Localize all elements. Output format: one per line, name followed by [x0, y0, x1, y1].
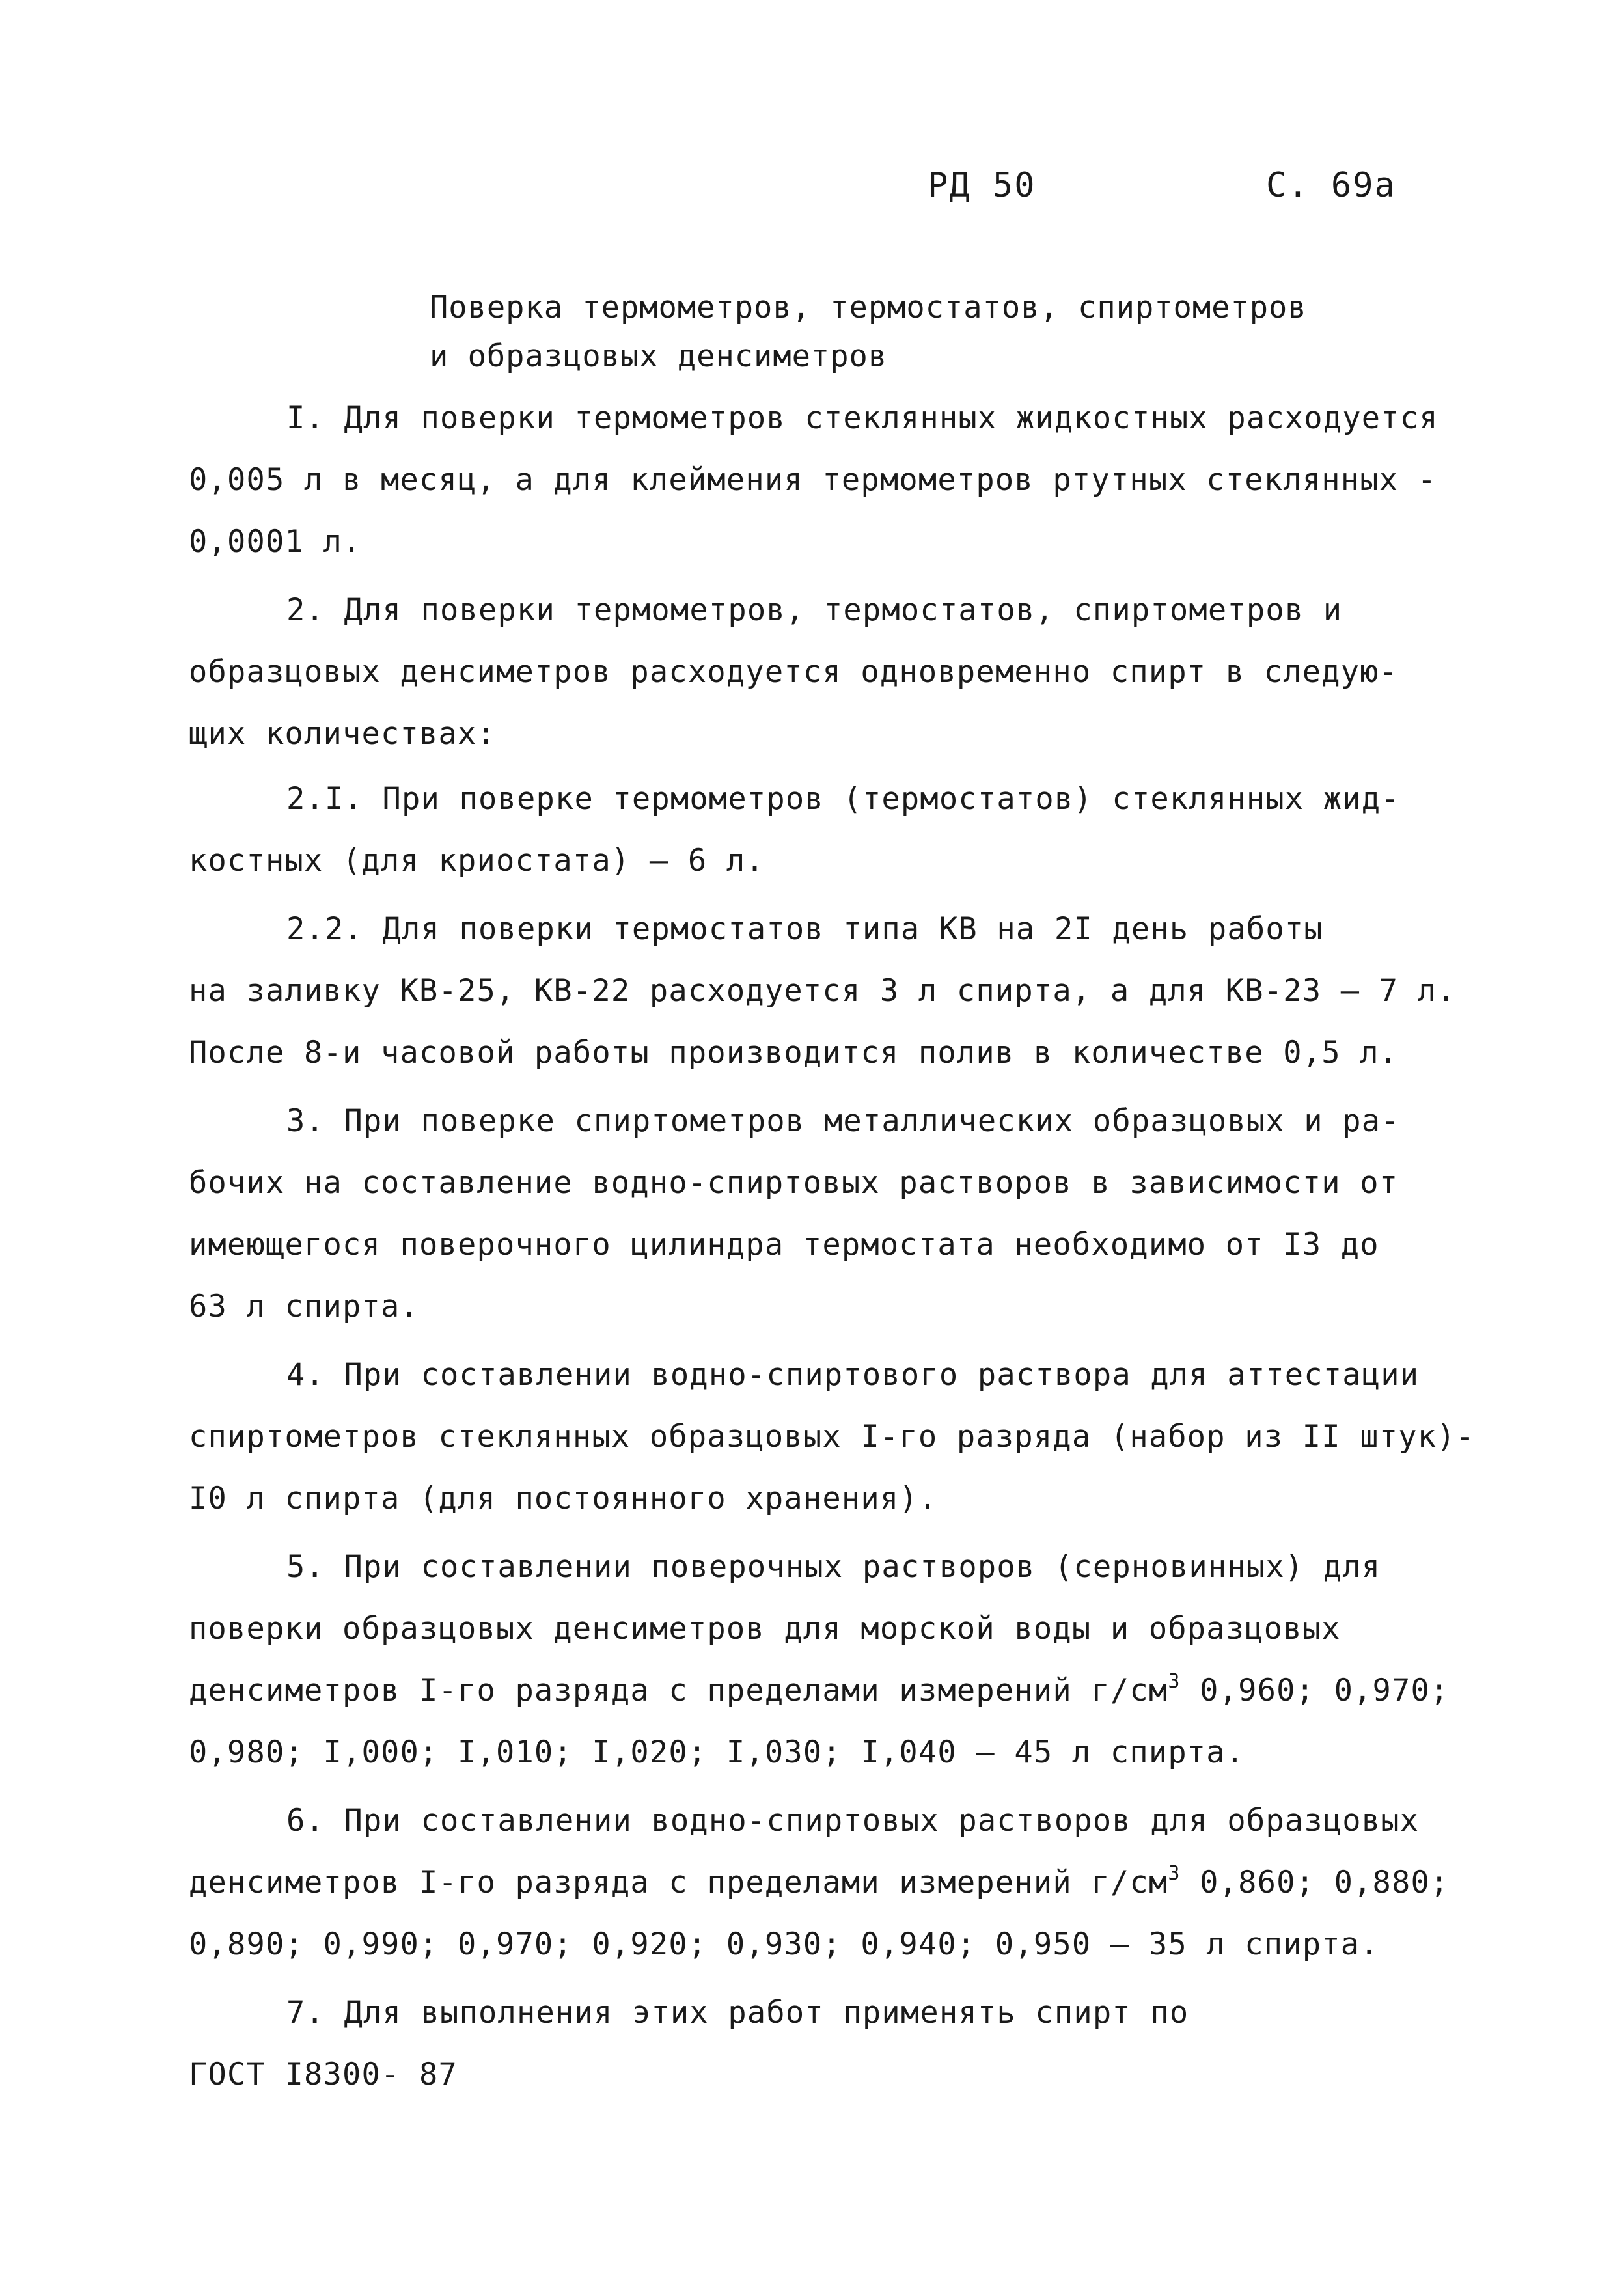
text-line: 63 л спирта. — [189, 1289, 419, 1324]
text-line-with-unit — [189, 1862, 1450, 1900]
text-line: 2.2. Для поверки термостатов типа КВ на 2I день работы — [286, 911, 1323, 947]
text-line: 0,980; I,000; I,010; I,020; I,030; I,040 – 45 л спирта. — [189, 1734, 1245, 1770]
text-line-with-unit — [189, 1670, 1450, 1708]
superscript-exponent: 3 — [1168, 1862, 1181, 1885]
text-line: 0,005 л в месяц, а для клеймения термометров ртутных стеклянных - — [189, 462, 1437, 498]
text-segment: 0,860; 0,880; — [1180, 1865, 1450, 1900]
text-line: 2. Для поверки термометров, термостатов, спиртометров и — [286, 592, 1343, 628]
text-line: I. Для поверки термометров стеклянных жидкостных расходуется — [286, 400, 1438, 436]
page-number: С. 69а — [1266, 166, 1396, 205]
text-segment: денсиметров I-го разряда с пределами измерений г/см — [189, 1673, 1168, 1708]
text-line: на заливку КВ-25, КВ-22 расходуется 3 л спирта, а для КВ-23 – 7 л. — [189, 973, 1456, 1009]
section-title-line-1: Поверка термометров, термостатов, спиртометров — [430, 290, 1307, 325]
text-line: 4. При составлении водно-спиртового раствора для аттестации — [286, 1357, 1420, 1393]
text-line: поверки образцовых денсиметров для морской воды и образцовых — [189, 1611, 1341, 1647]
superscript-exponent: 3 — [1168, 1670, 1181, 1693]
text-line: 7. Для выполнения этих работ применять спирт по — [286, 1995, 1189, 2031]
text-segment: 0,960; 0,970; — [1180, 1673, 1450, 1708]
text-line: 2.I. При поверке термометров (термостатов) стеклянных жид- — [286, 781, 1400, 817]
text-line: щих количествах: — [189, 716, 496, 752]
text-line: I0 л спирта (для постоянного хранения). — [189, 1481, 938, 1516]
text-line: 6. При составлении водно-спиртовых растворов для образцовых — [286, 1803, 1420, 1839]
text-line: 0,0001 л. — [189, 524, 362, 560]
text-line: ГОСТ I8300- 87 — [189, 2057, 458, 2092]
text-line: спиртометров стеклянных образцовых I-го разряда (набор из II штук)- — [189, 1419, 1476, 1455]
text-segment: денсиметров I-го разряда с пределами измерений г/см — [189, 1865, 1168, 1900]
text-line: образцовых денсиметров расходуется одновременно спирт в следую- — [189, 654, 1399, 690]
text-line: бочих на составление водно-спиртовых растворов в зависимости от — [189, 1165, 1399, 1201]
document-code: РД 50 — [928, 166, 1036, 205]
text-line: 5. При составлении поверочных растворов (серновинных) для — [286, 1549, 1381, 1585]
text-line: 3. При поверке спиртометров металлических образцовых и ра- — [286, 1103, 1400, 1139]
section-title-line-2: и образцовых денсиметров — [430, 338, 888, 374]
text-line: После 8-и часовой работы производится полив в количестве 0,5 л. — [189, 1035, 1399, 1071]
text-line: 0,890; 0,990; 0,970; 0,920; 0,930; 0,940; 0,950 – 35 л спирта. — [189, 1926, 1379, 1962]
text-line: костных (для криостата) – 6 л. — [189, 843, 765, 879]
text-line: имеющегося поверочного цилиндра термостата необходимо от I3 до — [189, 1227, 1379, 1263]
